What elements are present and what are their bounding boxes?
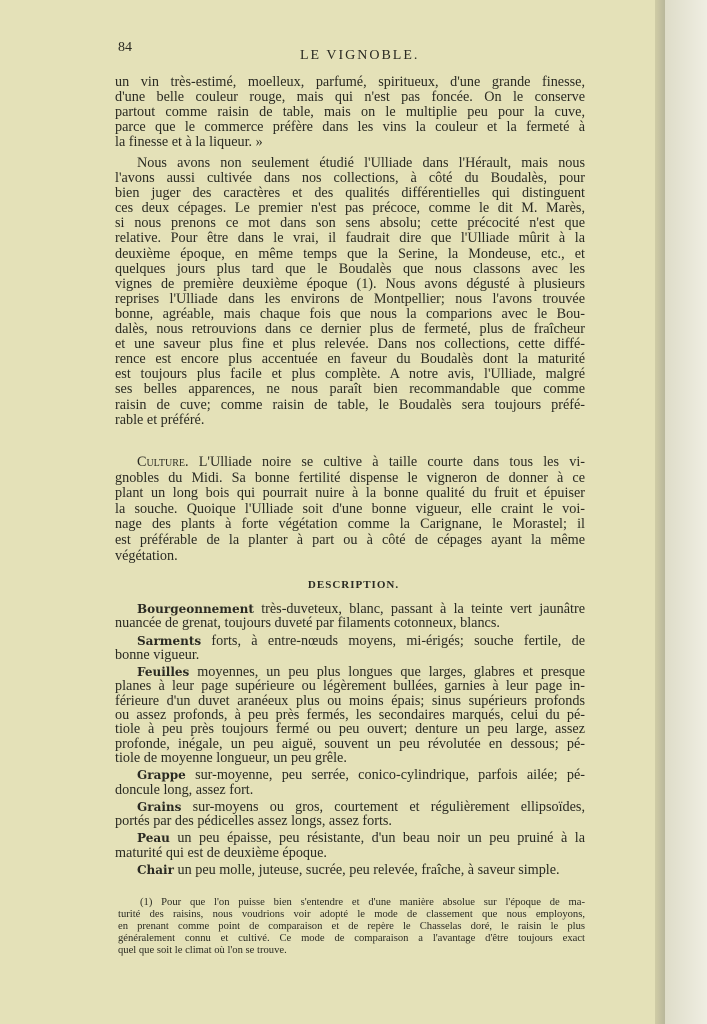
text-line: bonne vigueur. <box>115 647 200 663</box>
text-line: turité des raisins, nous voudrions voir adopté le mode de classement que nous employons, <box>118 909 585 920</box>
entry-term: Feuilles <box>137 665 190 680</box>
text-line: relative. Pour être dans le vrai, il faudrait dire que l'Ulliade mûrit à la <box>115 231 585 247</box>
page-edge-shadow <box>665 0 707 1024</box>
entry-term: Grains <box>137 799 182 814</box>
text-line: nage des plants à forte végétation comme la Carignane, le Morastel; il <box>115 517 585 533</box>
text-run: forts, à entre-nœuds moyens, mi-érigés; souche fertile, de <box>201 633 585 648</box>
text-line <box>115 455 585 471</box>
text-line: planes à leur page supérieure ou légèrement bullées, garnies à leur page in- <box>115 679 585 694</box>
text-run: très-duveteux, blanc, passant à la teinte vert jaunâtre <box>253 602 585 617</box>
text-line: portés par des pédicelles assez longs, assez forts. <box>115 814 392 829</box>
text-line: Nous avons non seulement étudié l'Ulliade dans l'Hérault, mais nous <box>137 156 585 171</box>
text-line <box>115 800 585 814</box>
footnote <box>118 897 585 957</box>
text-line: reprises l'Ulliade dans les environs de Montpellier; nous l'avons trouvée <box>115 291 585 307</box>
text-line: d'une belle couleur rouge, mais qui n'est pas foncée. On le conserve <box>115 90 585 106</box>
text-line: maturité qui est de deuxième époque. <box>115 845 327 861</box>
text-line: vignes de première deuxième époque (1). Nous avons dégusté à plusieurs <box>115 276 585 292</box>
text-line: est toujours plus facile et plus complète. A notre avis, l'Ulliade, malgré <box>115 367 585 383</box>
page-number: 84 <box>118 40 132 55</box>
culture-label: Culture. <box>137 455 189 470</box>
text-line: est préférable de la planter à part ou à côté de cépages ayant la même <box>115 532 585 548</box>
description-entry <box>115 768 585 797</box>
text-line: rence est encore plus accentuée en faveur du Boudalès dont la maturité <box>115 352 585 368</box>
text-line <box>115 665 585 679</box>
text-run: moyennes, un peu plus longues que larges, glabres et presque <box>189 665 585 680</box>
text-line <box>115 602 585 616</box>
text-line: plant un long bois qui pourrait nuire à la bonne qualité du fruit et épuiser <box>115 486 585 502</box>
text-line: ou assez profonds, à peu près fermés, les secondaires marqués, celui du pé- <box>115 708 585 723</box>
text-line: nuancée de grenat, toujours duveté par filaments cotonneux, blancs. <box>115 616 500 631</box>
description-entries <box>115 602 585 880</box>
text-line: la finesse et à la liqueur. » <box>115 135 263 151</box>
text-line: généralement connu et cultivé. Ce mode de comparaison a l'avantage d'être toujours exact <box>118 933 585 944</box>
text-line: ses belles apparences, ne nous paraît bien recommandable que comme <box>115 382 585 398</box>
text-line: partout comme raisin de table, mais on le multiplie peu pour la cuve, <box>115 105 585 121</box>
text-line: dalès, nous retrouvions dans ce dernier plus de fermeté, plus de fraîcheur <box>115 322 585 338</box>
text-line: doncule long, assez fort. <box>115 782 254 797</box>
text-line <box>115 634 585 648</box>
text-line: quel que soit le climat où l'on se trouve. <box>118 945 287 956</box>
text-line: tiole de moyenne longueur, un peu grêle. <box>115 750 347 766</box>
text-line: en prenant comme point de comparaison et de repère le Chasselas doré, le raisin le plus <box>118 921 585 932</box>
entry-term: Peau <box>137 831 170 846</box>
text-line: tiole à peu près toujours fermé ou peu ouvert; denture un peu large, assez <box>115 722 585 737</box>
description-entry <box>115 602 585 631</box>
running-title: LE VIGNOBLE. <box>300 48 420 63</box>
text-line <box>115 831 585 845</box>
text-line: la souche. Quoique l'Ulliade soit d'une bonne vigueur, elle craint le voi- <box>115 501 585 517</box>
text-line: (1) Pour que l'on puisse bien s'entendre et d'une manière absolue sur l'époque de ma- <box>140 897 585 908</box>
text-line: l'avons aussi cultivée dans nos collections, à côté du Boudalès, pour <box>115 171 585 187</box>
text-line: un vin très-estimé, moelleux, parfumé, spiritueux, d'une grande finesse, <box>115 75 585 90</box>
entry-term: Chair <box>137 863 174 878</box>
text-line: bonne, agréable, mais chaque fois que nous la comparions avec le Bou- <box>115 306 585 322</box>
text-line: parce que le commerce préfère dans les vins la couleur et la fermeté à <box>115 120 585 136</box>
entry-term: Bourgeonnement <box>137 602 254 616</box>
page-edge <box>655 0 665 1024</box>
description-entry <box>115 634 585 663</box>
text-line: raisin de cuve; comme raisin de table, le Boudalès sera toujours préfé- <box>115 397 585 413</box>
description-heading: DESCRIPTION. <box>307 579 400 591</box>
text-line: bien juger des caractères et des qualités différentielles qui distinguent <box>115 186 585 202</box>
text-run: sur-moyenne, peu serrée, conico-cylindrique, parfois ailée; pé- <box>185 768 585 783</box>
text-run: un peu épaisse, peu résistante, d'un beau noir un peu pruiné à la <box>169 831 585 846</box>
text-line: gnobles du Midi. Sa bonne fertilité dispense le vigneron de donner à ce <box>115 470 585 486</box>
entry-term: Grappe <box>137 768 186 783</box>
text-line: et une saveur plus fine et plus relevée. Dans nos collections, cette diffé- <box>115 337 585 353</box>
text-line: férieure d'un duvet aranéeux plus ou moins épais; sinus supérieurs profonds <box>115 693 585 709</box>
text-line: végétation. <box>115 548 178 564</box>
text-line: deuxième époque, en même temps que la Serine, la Mondeuse, etc., et <box>115 246 585 262</box>
description-entry <box>115 665 585 765</box>
paragraph-ulliade-comparison <box>115 156 585 428</box>
text-line <box>115 863 585 877</box>
paragraph-quote-end <box>115 75 585 150</box>
text-line: rable et préféré. <box>115 412 205 428</box>
text-line <box>115 768 585 782</box>
description-entry <box>115 831 585 860</box>
text-run: L'Ulliade noire se cultive à taille courte dans tous les vi- <box>188 455 585 470</box>
description-entry <box>115 863 585 877</box>
text-line: quelques jours plus tard que le Boudalès que nous classons avec les <box>115 261 585 277</box>
text-run: sur-moyens ou gros, courtement et régulièrement ellipsoïdes, <box>181 799 585 815</box>
text-line: si nous prenons ce mot dans son sens absolu; cette précocité n'est que <box>115 216 585 232</box>
text-line: ces deux cépages. Le premier n'est pas précoce, comme le dit M. Marès, <box>115 201 585 217</box>
entry-term: Sarments <box>137 633 202 648</box>
text-line: profonde, inégale, un peu aiguë, souvent un peu révolutée en dessous; pé- <box>115 736 585 751</box>
description-entry <box>115 800 585 829</box>
text-run: un peu molle, juteuse, sucrée, peu relevée, fraîche, à saveur simple. <box>173 863 560 878</box>
paragraph-culture <box>115 455 585 564</box>
